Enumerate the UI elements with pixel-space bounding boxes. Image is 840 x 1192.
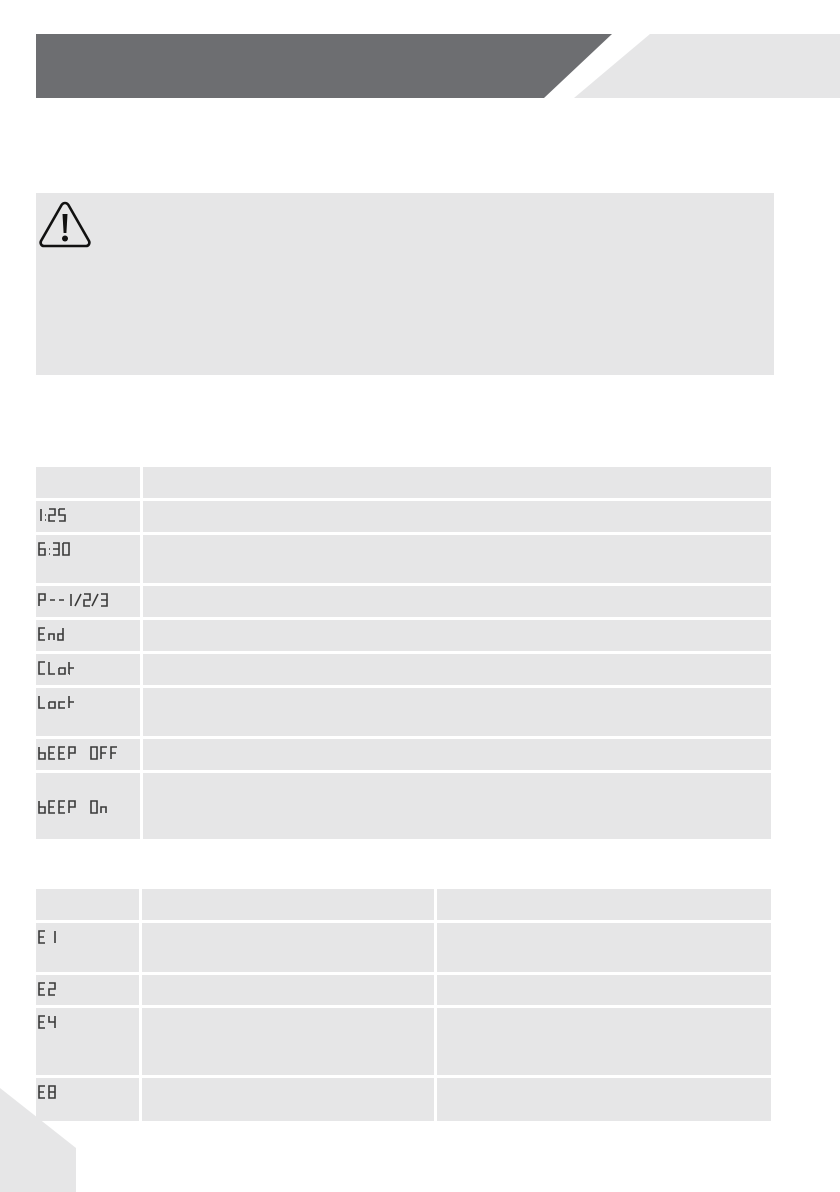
- error-table: [36, 886, 771, 1124]
- table-row: [36, 654, 771, 685]
- segment-code: [36, 688, 116, 714]
- code-cell: [36, 739, 140, 770]
- code-cell: [36, 654, 140, 685]
- segment-code: [36, 739, 140, 765]
- code-cell: [36, 975, 139, 1005]
- display-table-header: [36, 467, 771, 498]
- segment-code: [36, 535, 96, 561]
- display-table: [36, 464, 771, 842]
- table-row: [36, 923, 771, 972]
- warning-triangle-icon: [38, 200, 92, 248]
- code-cell: [36, 620, 140, 651]
- header-cell-solution: [434, 889, 771, 920]
- segment-code: [36, 620, 96, 646]
- code-cell: [36, 501, 140, 532]
- segment-code: [36, 975, 76, 1001]
- segment-code: [36, 793, 136, 819]
- table-row: [36, 620, 771, 651]
- segment-code: [36, 923, 76, 949]
- header-cell-code: [36, 467, 140, 498]
- code-cell: [36, 1008, 139, 1075]
- header-bar: [36, 34, 612, 98]
- table-row: [36, 535, 771, 583]
- segment-code: [36, 501, 96, 527]
- table-row: [36, 1078, 771, 1121]
- header-band: [0, 0, 840, 110]
- table-row: [36, 688, 771, 736]
- code-cell: [36, 923, 139, 972]
- code-cell: [36, 535, 140, 583]
- error-table-header: [36, 889, 771, 920]
- table-row: [36, 586, 771, 617]
- segment-code: [36, 586, 136, 612]
- header-tab: [574, 34, 840, 98]
- code-cell: [36, 773, 140, 839]
- table-row: [36, 1008, 771, 1075]
- table-row: [36, 501, 771, 532]
- page-corner-tab: [0, 1088, 80, 1192]
- header-cell-description: [140, 467, 771, 498]
- table-row: [36, 773, 771, 839]
- code-cell: [36, 688, 140, 736]
- table-row: [36, 975, 771, 1005]
- warning-panel: [36, 193, 774, 375]
- code-cell: [36, 586, 140, 617]
- header-cell-code: [36, 889, 139, 920]
- header-cell-cause: [139, 889, 434, 920]
- table-row: [36, 739, 771, 770]
- segment-code: [36, 654, 116, 680]
- segment-code: [36, 1008, 76, 1034]
